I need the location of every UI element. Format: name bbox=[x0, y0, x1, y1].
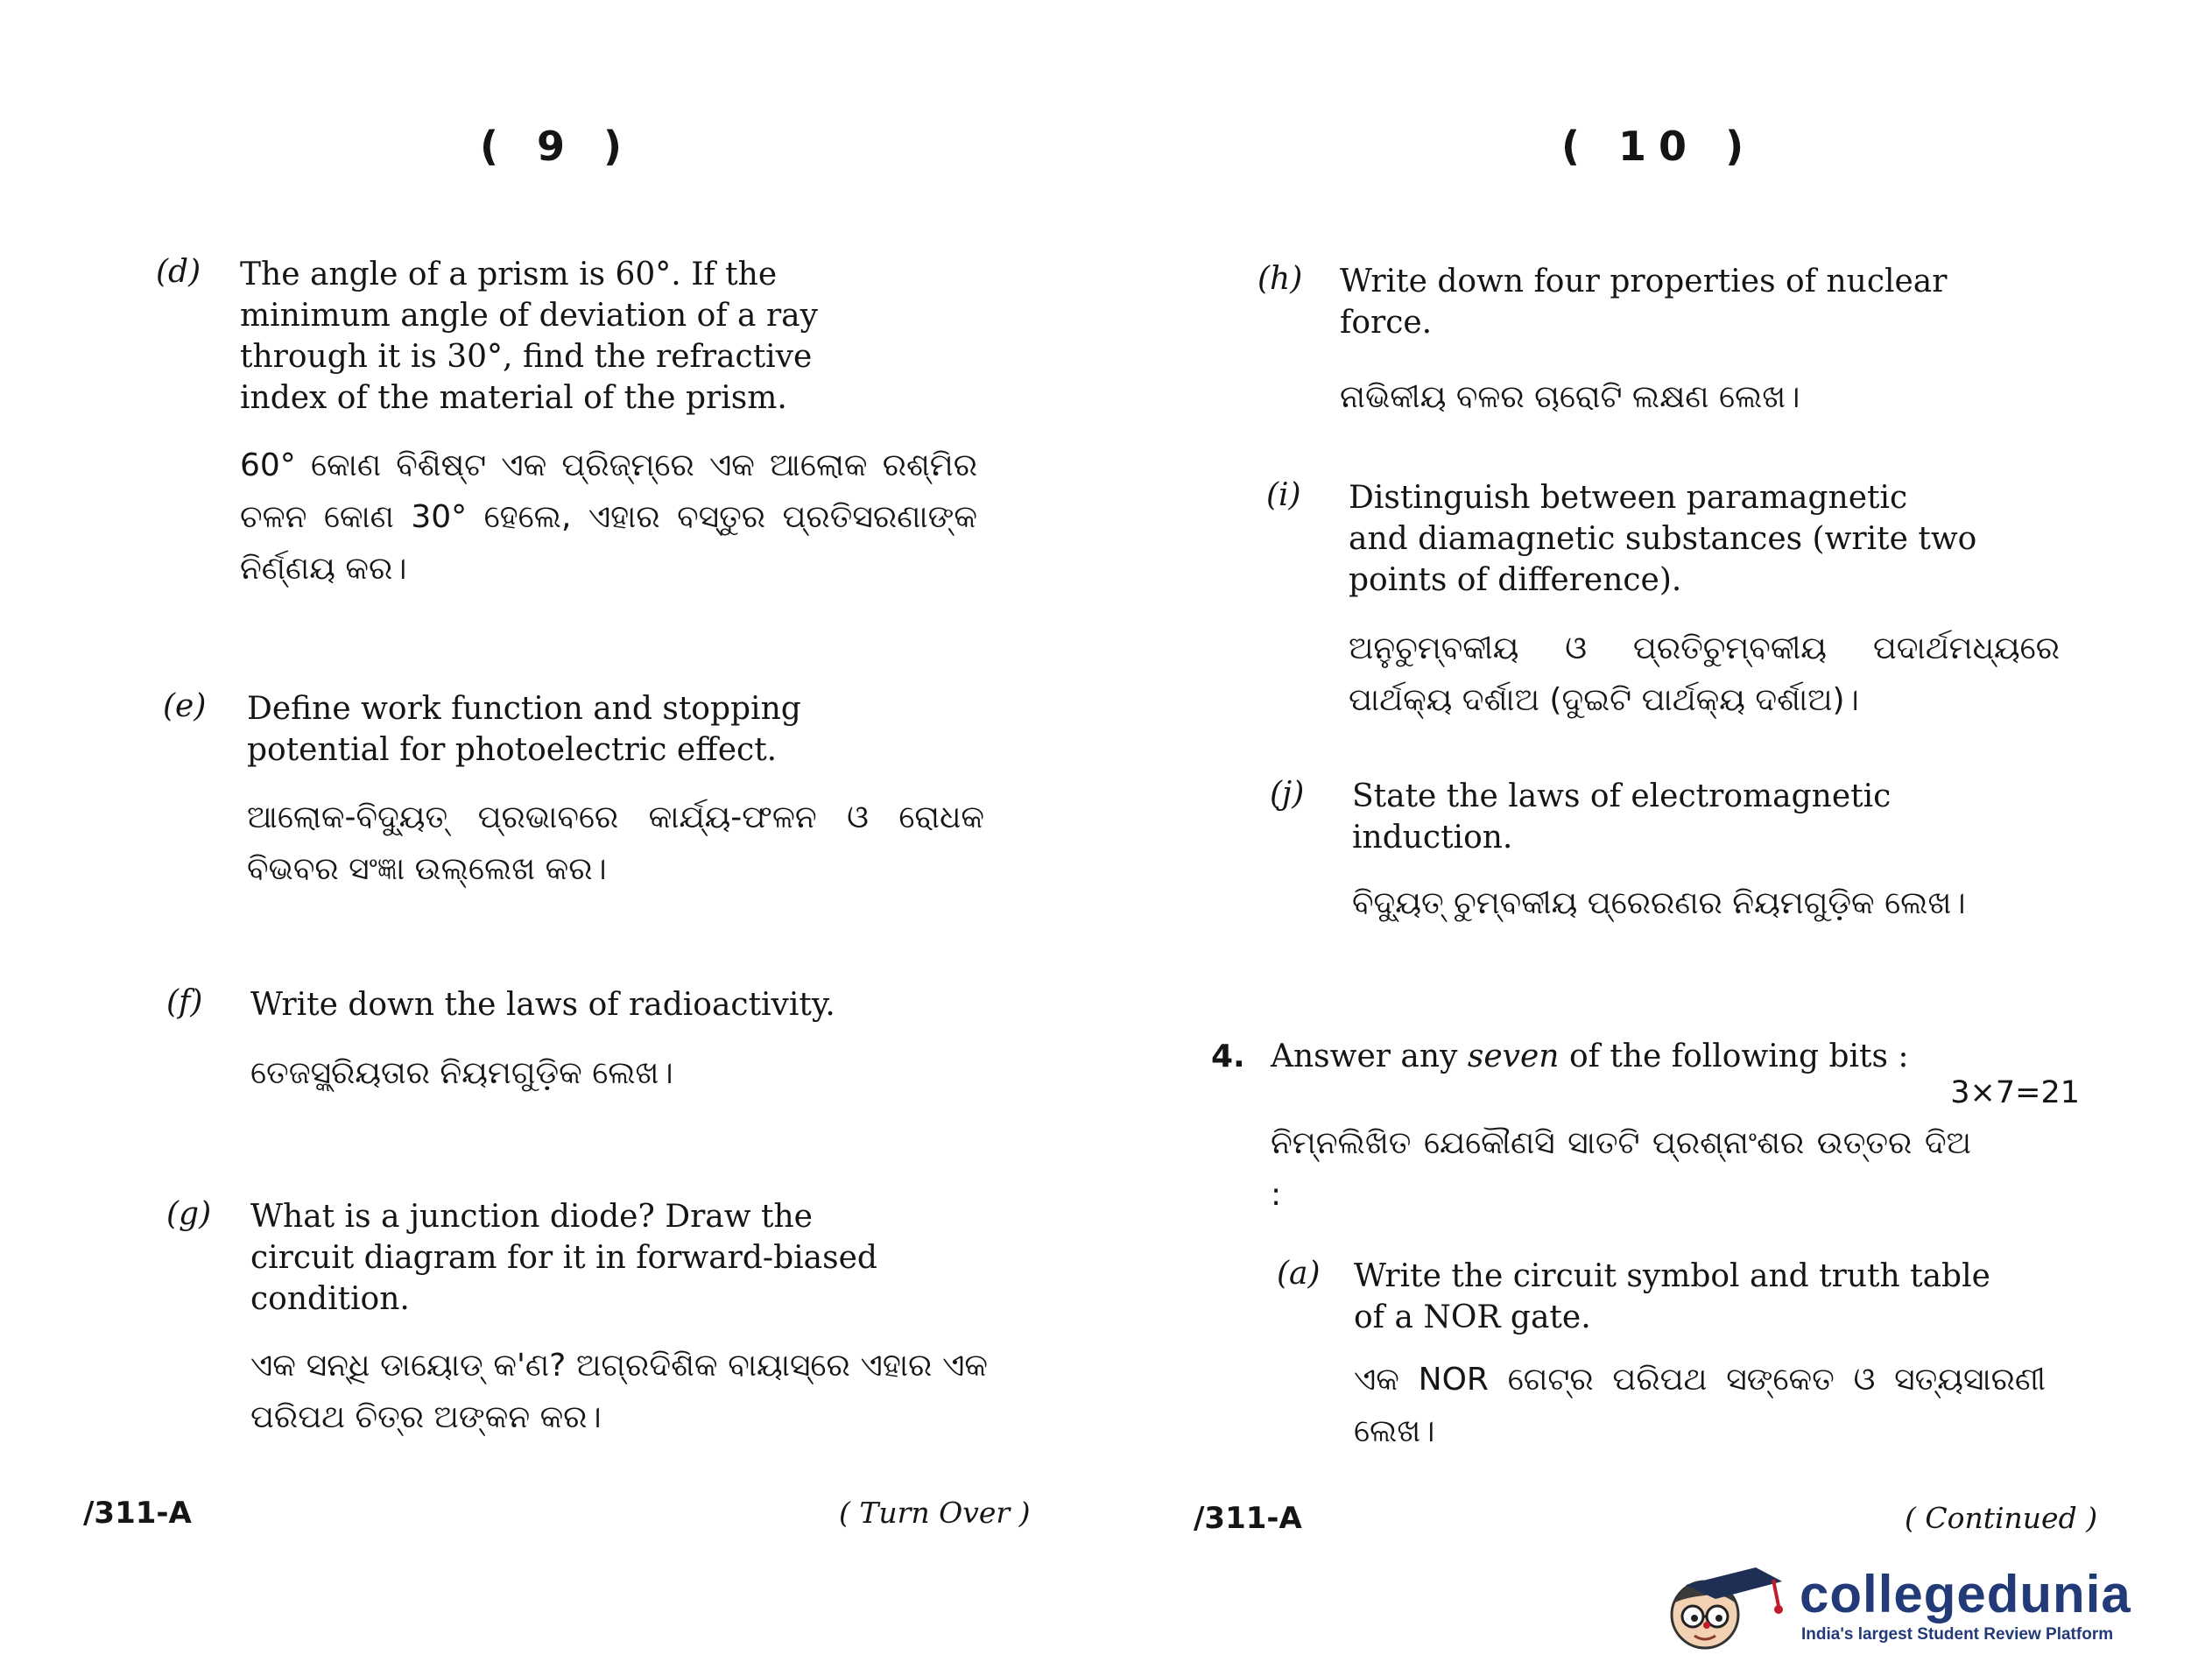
question-text: Define work function and stopping potential for photoelectric effect. bbox=[247, 691, 801, 768]
footer-note: ( Continued ) bbox=[1905, 1501, 2098, 1535]
question-text: What is a junction diode? Draw the circuit diagram for it in forward-biased condition. bbox=[250, 1199, 877, 1317]
question-label: (d) bbox=[156, 254, 201, 290]
footer-code: /311-A bbox=[83, 1496, 192, 1531]
collegedunia-logo bbox=[1651, 1560, 2202, 1651]
question-label: (i) bbox=[1266, 477, 1301, 513]
question-text: Distinguish between paramagnetic and diamagnetic substances (write two points of difference). bbox=[1349, 480, 1977, 598]
question-text: Write down four properties of nuclear force. bbox=[1340, 264, 1948, 341]
question-text-odia: ଏକ NOR ଗେଟ୍‌ର ପରିପଥ ସଙ୍କେତ ଓ ସତ୍ୟସାରଣୀ ଲେଖ। bbox=[1354, 1362, 2046, 1449]
logo-tagline: India's largest Student Review Platform bbox=[1801, 1625, 2114, 1644]
footer-code: /311-A bbox=[1194, 1501, 1302, 1536]
mascot-icon bbox=[1651, 1560, 1791, 1651]
question-text-odia: ଅନୁଚୁମ୍ବକୀୟ ଓ ପ୍ରତିଚୁମ୍ବକୀୟ ପଦାର୍ଥମଧ୍ୟରେ ପାର୍ଥକ୍ୟ ଦର୍ଶାଅ (ଦୁଇଟି ପାର୍ଥକ୍ୟ ଦର୍ଶାଅ)। bbox=[1349, 630, 2060, 718]
question-label: (h) bbox=[1257, 261, 1303, 297]
footer-note: ( Turn Over ) bbox=[839, 1496, 1031, 1530]
question-label: (f) bbox=[166, 984, 203, 1020]
logo-wordmark: collegedunia bbox=[1800, 1565, 2131, 1623]
question-text-odia: ଏକ ସନ୍ଧି ଡାୟୋଡ୍ କ'ଣ? ଅଗ୍ରଦିଶିକ ବାୟାସ୍‌ରେ ଏହାର ଏକ ପରିପଥ ଚିତ୍ର ଅଙ୍କନ କର। bbox=[250, 1348, 988, 1435]
question-text-odia: 60° କୋଣ ବିଶିଷ୍ଟ ଏକ ପ୍ରିଜ୍‌ମ୍‌ରେ ଏକ ଆଲୋକ ରଶ୍ମିର ଚଳନ କୋଣ 30° ହେଲେ, ଏହାର ବସ୍ତୁର ପ୍ରତିସରଣାଙ୍କ ନିର୍ଣ୍ଣୟ କର। bbox=[240, 447, 977, 587]
question-text-odia: ତେଜସ୍କ୍ରିୟତାର ନିୟମଗୁଡ଼ିକ ଲେଖ। bbox=[250, 1055, 673, 1091]
marks: 3×7=21 bbox=[1950, 1075, 2080, 1110]
question-text: Write the circuit symbol and truth table of a NOR gate. bbox=[1354, 1258, 1990, 1335]
question-label: (e) bbox=[163, 688, 207, 724]
question-text-odia: ଆଲୋକ-ବିଦ୍ୟୁତ୍ ପ୍ରଭାବରେ କାର୍ଯ୍ୟ-ଫଳନ ଓ ରୋଧକ ବିଭବର ସଂଜ୍ଞା ଉଲ୍ଲେଖ କର। bbox=[247, 799, 984, 887]
question-text: Answer any seven of the following bits : bbox=[1271, 1039, 1909, 1074]
question-text: Write down the laws of radioactivity. bbox=[250, 987, 835, 1023]
question-label: (g) bbox=[166, 1196, 212, 1232]
page-number: ( 9 ) bbox=[480, 123, 635, 170]
question-label: (a) bbox=[1277, 1256, 1321, 1292]
left-page bbox=[0, 0, 1106, 1651]
question-number: 4. bbox=[1211, 1039, 1245, 1074]
question-text: The angle of a prism is 60°. If the minimum angle of deviation of a ray through it is 30°, find the refractive index of the material of the prism. bbox=[240, 257, 818, 416]
page-number: ( 10 ) bbox=[1561, 123, 1757, 170]
question-label: (j) bbox=[1270, 776, 1305, 812]
right-page bbox=[1106, 0, 2212, 1651]
question-text: State the laws of electromagnetic induction. bbox=[1352, 778, 1891, 856]
question-text-odia: ନାଭିକୀୟ ବଳର ଚାରୋଟି ଲକ୍ଷଣ ଲେଖ। bbox=[1340, 379, 1800, 415]
question-text-odia: ବିଦ୍ୟୁତ୍ ଚୁମ୍ବକୀୟ ପ୍ରେରଣର ନିୟମଗୁଡ଼ିକ ଲେଖ। bbox=[1352, 885, 1966, 921]
question-text-odia: ନିମ୍ନଲିଖିତ ଯେକୌଣସି ସାତଟି ପ୍ରଶ୍ନାଂଶର ଉତ୍ତର ଦିଅ : bbox=[1271, 1125, 1971, 1213]
